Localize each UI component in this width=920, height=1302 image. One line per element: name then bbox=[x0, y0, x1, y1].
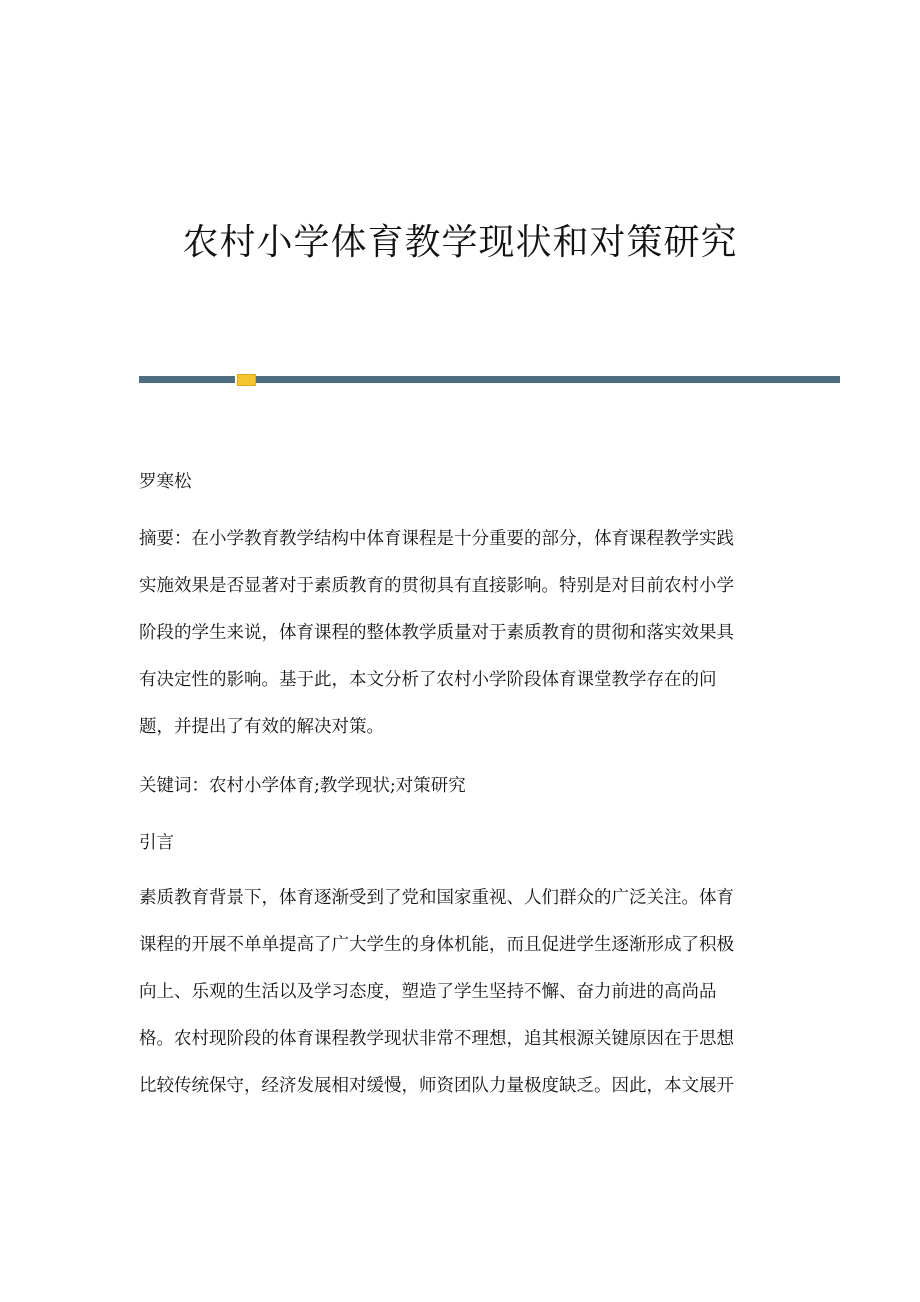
keywords: 关键词：农村小学体育;教学现状;对策研究 bbox=[139, 776, 466, 796]
intro-line: 向上、乐观的生活以及学习态度，塑造了学生坚持不懈、奋力前进的高尚品 bbox=[139, 982, 717, 1002]
intro-line: 比较传统保守，经济发展相对缓慢，师资团队力量极度缺乏。因此，本文展开 bbox=[139, 1076, 734, 1096]
abstract bbox=[139, 516, 779, 751]
document-title: 农村小学体育教学现状和对策研究 bbox=[182, 222, 738, 263]
abstract-line: 摘要：在小学教育教学结构中体育课程是十分重要的部分，体育课程教学实践 bbox=[139, 529, 734, 549]
intro-paragraph bbox=[139, 875, 779, 1110]
intro-heading: 引言 bbox=[139, 833, 174, 853]
abstract-line: 有决定性的影响。基于此，本文分析了农村小学阶段体育课堂教学存在的问 bbox=[139, 670, 717, 690]
abstract-line: 实施效果是否显著对于素质教育的贯彻具有直接影响。特别是对目前农村小学 bbox=[139, 576, 734, 596]
intro-line: 素质教育背景下，体育逐渐受到了党和国家重视、人们群众的广泛关注。体育 bbox=[139, 888, 734, 908]
intro-line: 课程的开展不单单提高了广大学生的身体机能，而且促进学生逐渐形成了积极 bbox=[139, 935, 734, 955]
divider-ornament bbox=[237, 374, 256, 386]
author: 罗寒松 bbox=[139, 472, 192, 492]
divider-right bbox=[256, 376, 840, 383]
intro-line: 格。农村现阶段的体育课程教学现状非常不理想，追其根源关键原因在于思想 bbox=[139, 1029, 734, 1049]
abstract-line: 阶段的学生来说，体育课程的整体教学质量对于素质教育的贯彻和落实效果具 bbox=[139, 623, 734, 643]
abstract-line: 题，并提出了有效的解决对策。 bbox=[139, 717, 384, 737]
divider-left bbox=[139, 376, 235, 383]
